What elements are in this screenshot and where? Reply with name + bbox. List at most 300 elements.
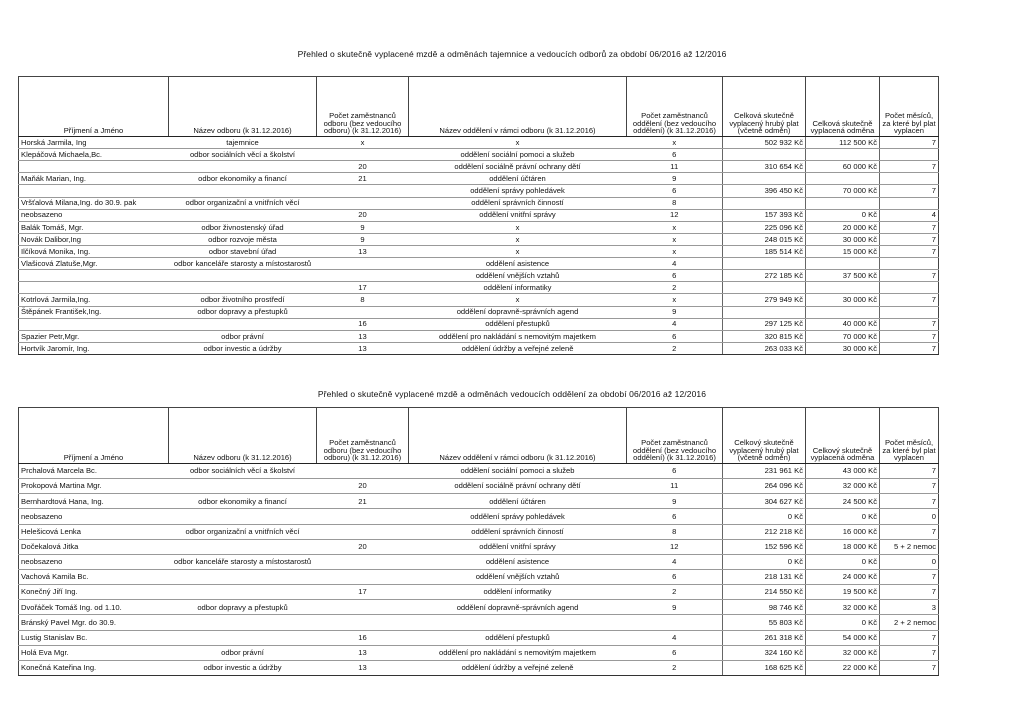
cell-months: 3 bbox=[880, 600, 939, 615]
table-row bbox=[19, 464, 939, 479]
cell-gross bbox=[723, 306, 806, 318]
cell-dept-count: 20 bbox=[317, 209, 409, 221]
table-row bbox=[19, 233, 939, 245]
header-dept-count: Počet zaměstnanců odboru (bez vedoucího odboru) (k 31.12.2016) bbox=[317, 408, 409, 464]
header-subdept: Název oddělení v rámci odboru (k 31.12.2016) bbox=[409, 77, 627, 137]
cell-months bbox=[880, 306, 939, 318]
cell-months: 7 bbox=[880, 245, 939, 257]
cell-subdept: oddělení asistence bbox=[409, 554, 627, 569]
table-row bbox=[19, 660, 939, 675]
cell-subdept-count: 6 bbox=[627, 149, 723, 161]
cell-dept bbox=[169, 509, 317, 524]
table-row bbox=[19, 294, 939, 306]
cell-subdept: oddělení informatiky bbox=[409, 585, 627, 600]
cell-subdept-count: 12 bbox=[627, 539, 723, 554]
cell-dept: odbor rozvoje města bbox=[169, 233, 317, 245]
cell-gross bbox=[723, 173, 806, 185]
table-row bbox=[19, 306, 939, 318]
cell-dept-count: 16 bbox=[317, 318, 409, 330]
cell-months: 7 bbox=[880, 185, 939, 197]
cell-dept: odbor právní bbox=[169, 645, 317, 660]
cell-dept bbox=[169, 569, 317, 584]
cell-dept bbox=[169, 270, 317, 282]
header-subdept-count: Počet zaměstnanců oddělení (bez vedoucího oddělení) (k 31.12.2016) bbox=[627, 77, 723, 137]
cell-name: Bránský Pavel Mgr. do 30.9. bbox=[19, 615, 169, 630]
table-row bbox=[19, 630, 939, 645]
cell-subdept-count: 6 bbox=[627, 270, 723, 282]
cell-subdept: oddělení údržby a veřejné zeleně bbox=[409, 342, 627, 354]
cell-bonus: 0 Kč bbox=[806, 209, 880, 221]
cell-months: 0 bbox=[880, 554, 939, 569]
table-row bbox=[19, 569, 939, 584]
cell-bonus: 37 500 Kč bbox=[806, 270, 880, 282]
cell-dept bbox=[169, 585, 317, 600]
cell-bonus: 24 000 Kč bbox=[806, 569, 880, 584]
header-name: Příjmení a Jméno bbox=[19, 77, 169, 137]
cell-gross: 212 218 Kč bbox=[723, 524, 806, 539]
table-row bbox=[19, 554, 939, 569]
cell-subdept: oddělení vnitřní správy bbox=[409, 209, 627, 221]
cell-dept bbox=[169, 539, 317, 554]
cell-subdept: oddělení přestupků bbox=[409, 318, 627, 330]
cell-gross: 304 627 Kč bbox=[723, 494, 806, 509]
cell-subdept-count: 8 bbox=[627, 524, 723, 539]
cell-dept: odbor ekonomiky a financí bbox=[169, 173, 317, 185]
cell-name: Ilčíková Monika, Ing. bbox=[19, 245, 169, 257]
cell-gross: 157 393 Kč bbox=[723, 209, 806, 221]
cell-subdept-count: 4 bbox=[627, 258, 723, 270]
cell-bonus bbox=[806, 173, 880, 185]
cell-bonus: 22 000 Kč bbox=[806, 660, 880, 675]
table-row bbox=[19, 197, 939, 209]
header-dept: Název odboru (k 31.12.2016) bbox=[169, 77, 317, 137]
cell-name: neobsazeno bbox=[19, 209, 169, 221]
cell-dept-count: 13 bbox=[317, 245, 409, 257]
cell-name bbox=[19, 270, 169, 282]
cell-months: 7 bbox=[880, 569, 939, 584]
cell-gross: 396 450 Kč bbox=[723, 185, 806, 197]
cell-dept-count: 17 bbox=[317, 585, 409, 600]
cell-dept bbox=[169, 318, 317, 330]
table-row bbox=[19, 645, 939, 660]
cell-dept bbox=[169, 282, 317, 294]
cell-subdept-count: 6 bbox=[627, 569, 723, 584]
cell-dept: odbor sociálních věcí a školství bbox=[169, 464, 317, 479]
cell-bonus: 54 000 Kč bbox=[806, 630, 880, 645]
cell-subdept-count: 2 bbox=[627, 585, 723, 600]
table-row bbox=[19, 524, 939, 539]
cell-dept-count bbox=[317, 185, 409, 197]
cell-months: 7 bbox=[880, 479, 939, 494]
cell-gross: 272 185 Kč bbox=[723, 270, 806, 282]
cell-gross: 261 318 Kč bbox=[723, 630, 806, 645]
cell-dept bbox=[169, 630, 317, 645]
cell-gross: 297 125 Kč bbox=[723, 318, 806, 330]
table-row bbox=[19, 282, 939, 294]
cell-name: Novák Dalibor,Ing bbox=[19, 233, 169, 245]
cell-gross: 55 803 Kč bbox=[723, 615, 806, 630]
cell-months: 5 + 2 nemoc bbox=[880, 539, 939, 554]
cell-dept-count: 16 bbox=[317, 630, 409, 645]
cell-dept: tajemnice bbox=[169, 137, 317, 149]
cell-subdept-count: 6 bbox=[627, 464, 723, 479]
cell-dept: odbor ekonomiky a financí bbox=[169, 494, 317, 509]
cell-dept bbox=[169, 209, 317, 221]
table-row bbox=[19, 479, 939, 494]
cell-subdept-count: 8 bbox=[627, 197, 723, 209]
table-dept-heads bbox=[18, 407, 939, 676]
cell-dept-count: 17 bbox=[317, 282, 409, 294]
cell-dept: odbor životního prostředí bbox=[169, 294, 317, 306]
cell-dept-count: 21 bbox=[317, 494, 409, 509]
cell-name bbox=[19, 282, 169, 294]
header-bonus: Celková skutečně vyplacená odměna bbox=[806, 77, 880, 137]
cell-subdept-count: 9 bbox=[627, 494, 723, 509]
cell-dept: odbor organizační a vnitřních věcí bbox=[169, 524, 317, 539]
cell-gross: 218 131 Kč bbox=[723, 569, 806, 584]
cell-bonus: 24 500 Kč bbox=[806, 494, 880, 509]
cell-months bbox=[880, 258, 939, 270]
cell-months: 7 bbox=[880, 330, 939, 342]
cell-subdept-count: x bbox=[627, 245, 723, 257]
cell-dept-count bbox=[317, 149, 409, 161]
table-row bbox=[19, 258, 939, 270]
cell-subdept: x bbox=[409, 245, 627, 257]
cell-subdept-count: 2 bbox=[627, 342, 723, 354]
cell-subdept: oddělení vnitřní správy bbox=[409, 539, 627, 554]
cell-bonus: 16 000 Kč bbox=[806, 524, 880, 539]
table-row bbox=[19, 318, 939, 330]
cell-months: 7 bbox=[880, 342, 939, 354]
cell-dept-count: 20 bbox=[317, 539, 409, 554]
cell-dept: odbor sociálních věcí a školství bbox=[169, 149, 317, 161]
cell-subdept: x bbox=[409, 294, 627, 306]
header-name: Příjmení a Jméno bbox=[19, 408, 169, 464]
cell-subdept-count: 11 bbox=[627, 161, 723, 173]
cell-subdept bbox=[409, 615, 627, 630]
cell-subdept: oddělení účtáren bbox=[409, 173, 627, 185]
cell-bonus: 32 000 Kč bbox=[806, 600, 880, 615]
cell-subdept: oddělení dopravně-správních agend bbox=[409, 600, 627, 615]
cell-months: 7 bbox=[880, 233, 939, 245]
cell-subdept-count: 6 bbox=[627, 185, 723, 197]
cell-name: Dvořáček Tomáš Ing. od 1.10. bbox=[19, 600, 169, 615]
cell-subdept-count: x bbox=[627, 233, 723, 245]
cell-dept-count: x bbox=[317, 137, 409, 149]
cell-subdept-count: 12 bbox=[627, 209, 723, 221]
cell-bonus bbox=[806, 306, 880, 318]
cell-dept: odbor investic a údržby bbox=[169, 660, 317, 675]
cell-bonus: 32 000 Kč bbox=[806, 645, 880, 660]
cell-gross bbox=[723, 149, 806, 161]
cell-subdept: oddělení správy pohledávek bbox=[409, 185, 627, 197]
cell-name: Bernhardtová Hana, Ing. bbox=[19, 494, 169, 509]
cell-name: Klepáčová Michaela,Bc. bbox=[19, 149, 169, 161]
header-subdept: Název oddělení v rámci odboru (k 31.12.2016) bbox=[409, 408, 627, 464]
cell-bonus: 70 000 Kč bbox=[806, 330, 880, 342]
cell-name bbox=[19, 318, 169, 330]
cell-dept-count: 9 bbox=[317, 233, 409, 245]
cell-gross: 263 033 Kč bbox=[723, 342, 806, 354]
cell-dept: odbor živnostenský úřad bbox=[169, 221, 317, 233]
cell-dept-count bbox=[317, 509, 409, 524]
cell-gross: 0 Kč bbox=[723, 554, 806, 569]
header-months: Počet měsíců, za které byl plat vyplacen bbox=[880, 77, 939, 137]
cell-gross: 320 815 Kč bbox=[723, 330, 806, 342]
cell-bonus: 0 Kč bbox=[806, 615, 880, 630]
table-row bbox=[19, 509, 939, 524]
table-managers bbox=[18, 76, 939, 355]
cell-subdept: oddělení sociálně právní ochrany dětí bbox=[409, 479, 627, 494]
cell-dept: odbor organizační a vnitřních věcí bbox=[169, 197, 317, 209]
cell-name: Balák Tomáš, Mgr. bbox=[19, 221, 169, 233]
cell-months: 7 bbox=[880, 494, 939, 509]
cell-subdept-count: 11 bbox=[627, 479, 723, 494]
header-gross: Celková skutečně vyplacený hrubý plat (včetně odměn) bbox=[723, 77, 806, 137]
table-row bbox=[19, 494, 939, 509]
cell-subdept-count: 4 bbox=[627, 554, 723, 569]
table-row bbox=[19, 539, 939, 554]
cell-months: 0 bbox=[880, 509, 939, 524]
cell-name: Štěpánek František,Ing. bbox=[19, 306, 169, 318]
header-gross: Celkový skutečně vyplacený hrubý plat (včetně odměn) bbox=[723, 408, 806, 464]
cell-bonus: 30 000 Kč bbox=[806, 294, 880, 306]
cell-months: 7 bbox=[880, 161, 939, 173]
cell-subdept-count: 9 bbox=[627, 173, 723, 185]
cell-months: 7 bbox=[880, 585, 939, 600]
cell-dept: odbor kanceláře starosty a místostarostů bbox=[169, 258, 317, 270]
cell-name: Vlašicová Zlatuše,Mgr. bbox=[19, 258, 169, 270]
cell-months bbox=[880, 173, 939, 185]
cell-subdept-count: x bbox=[627, 294, 723, 306]
cell-name: Horská Jarmila, Ing bbox=[19, 137, 169, 149]
cell-months: 7 bbox=[880, 464, 939, 479]
table-row bbox=[19, 342, 939, 354]
cell-name: Helešicová Lenka bbox=[19, 524, 169, 539]
cell-gross bbox=[723, 197, 806, 209]
cell-bonus: 0 Kč bbox=[806, 509, 880, 524]
cell-subdept: oddělení vnějších vztahů bbox=[409, 569, 627, 584]
cell-dept bbox=[169, 185, 317, 197]
cell-subdept-count: 6 bbox=[627, 330, 723, 342]
cell-bonus: 32 000 Kč bbox=[806, 479, 880, 494]
table1-title: Přehled o skutečně vyplacené mzdě a odměnách tajemnice a vedoucích odborů za období 06/2016 až 12/2016 bbox=[297, 49, 727, 59]
cell-dept-count: 13 bbox=[317, 645, 409, 660]
cell-subdept-count: x bbox=[627, 221, 723, 233]
cell-bonus bbox=[806, 149, 880, 161]
cell-dept bbox=[169, 615, 317, 630]
cell-dept: odbor investic a údržby bbox=[169, 342, 317, 354]
cell-bonus: 15 000 Kč bbox=[806, 245, 880, 257]
cell-subdept: oddělení asistence bbox=[409, 258, 627, 270]
cell-subdept: oddělení pro nakládání s nemovitým majetkem bbox=[409, 645, 627, 660]
cell-months: 7 bbox=[880, 318, 939, 330]
cell-dept-count: 13 bbox=[317, 330, 409, 342]
cell-subdept: oddělení správy pohledávek bbox=[409, 509, 627, 524]
cell-dept-count: 21 bbox=[317, 173, 409, 185]
cell-subdept: oddělení účtáren bbox=[409, 494, 627, 509]
cell-subdept-count: 6 bbox=[627, 645, 723, 660]
cell-dept-count: 20 bbox=[317, 161, 409, 173]
cell-name: Konečný Jiří Ing. bbox=[19, 585, 169, 600]
table-row bbox=[19, 585, 939, 600]
cell-months: 7 bbox=[880, 294, 939, 306]
cell-dept-count: 13 bbox=[317, 342, 409, 354]
cell-subdept: oddělení dopravně-správních agend bbox=[409, 306, 627, 318]
cell-months: 7 bbox=[880, 221, 939, 233]
cell-gross: 248 015 Kč bbox=[723, 233, 806, 245]
cell-name: Vachová Kamila Bc. bbox=[19, 569, 169, 584]
cell-name: Holá Eva Mgr. bbox=[19, 645, 169, 660]
table-row bbox=[19, 173, 939, 185]
cell-bonus: 70 000 Kč bbox=[806, 185, 880, 197]
cell-months: 7 bbox=[880, 137, 939, 149]
cell-months bbox=[880, 282, 939, 294]
header-months: Počet měsíců, za které byl plat vyplacen bbox=[880, 408, 939, 464]
cell-gross: 502 932 Kč bbox=[723, 137, 806, 149]
cell-months bbox=[880, 149, 939, 161]
cell-gross: 0 Kč bbox=[723, 509, 806, 524]
cell-dept-count bbox=[317, 600, 409, 615]
cell-bonus: 112 500 Kč bbox=[806, 137, 880, 149]
cell-name: Vršťalová Milana,Ing. do 30.9. pak bbox=[19, 197, 169, 209]
table-row bbox=[19, 221, 939, 233]
cell-subdept-count: 4 bbox=[627, 318, 723, 330]
cell-name: neobsazeno bbox=[19, 509, 169, 524]
cell-months: 2 + 2 nemoc bbox=[880, 615, 939, 630]
cell-subdept: oddělení informatiky bbox=[409, 282, 627, 294]
cell-dept-count bbox=[317, 270, 409, 282]
cell-dept-count: 9 bbox=[317, 221, 409, 233]
cell-gross: 98 746 Kč bbox=[723, 600, 806, 615]
cell-name: Kotrlová Jarmila,Ing. bbox=[19, 294, 169, 306]
table2-title: Přehled o skutečně vyplacené mzdě a odměnách vedoucích oddělení za období 06/2016 až 12/2016 bbox=[317, 389, 707, 399]
cell-dept-count bbox=[317, 464, 409, 479]
cell-bonus bbox=[806, 258, 880, 270]
header-bonus: Celkový skutečně vyplacená odměna bbox=[806, 408, 880, 464]
cell-bonus: 20 000 Kč bbox=[806, 221, 880, 233]
header-dept: Název odboru (k 31.12.2016) bbox=[169, 408, 317, 464]
cell-bonus: 18 000 Kč bbox=[806, 539, 880, 554]
cell-gross: 310 654 Kč bbox=[723, 161, 806, 173]
cell-bonus: 30 000 Kč bbox=[806, 342, 880, 354]
cell-dept-count bbox=[317, 306, 409, 318]
cell-bonus: 30 000 Kč bbox=[806, 233, 880, 245]
cell-subdept-count: 4 bbox=[627, 630, 723, 645]
cell-bonus: 60 000 Kč bbox=[806, 161, 880, 173]
cell-months: 7 bbox=[880, 270, 939, 282]
cell-dept-count bbox=[317, 197, 409, 209]
cell-dept: odbor stavební úřad bbox=[169, 245, 317, 257]
cell-subdept: oddělení vnějších vztahů bbox=[409, 270, 627, 282]
cell-gross: 152 596 Kč bbox=[723, 539, 806, 554]
cell-subdept-count: 2 bbox=[627, 282, 723, 294]
cell-subdept-count bbox=[627, 615, 723, 630]
cell-gross: 168 625 Kč bbox=[723, 660, 806, 675]
cell-dept bbox=[169, 161, 317, 173]
table-row bbox=[19, 209, 939, 221]
cell-name: neobsazeno bbox=[19, 554, 169, 569]
table-row bbox=[19, 185, 939, 197]
cell-subdept: x bbox=[409, 221, 627, 233]
cell-name: Lustig Stanislav Bc. bbox=[19, 630, 169, 645]
table-row bbox=[19, 137, 939, 149]
table-row bbox=[19, 270, 939, 282]
cell-name: Spazier Petr,Mgr. bbox=[19, 330, 169, 342]
cell-dept bbox=[169, 479, 317, 494]
cell-dept-count: 8 bbox=[317, 294, 409, 306]
cell-subdept: x bbox=[409, 137, 627, 149]
cell-subdept-count: x bbox=[627, 137, 723, 149]
cell-gross bbox=[723, 258, 806, 270]
cell-name: Prchalová Marcela Bc. bbox=[19, 464, 169, 479]
header-dept-count: Počet zaměstnanců odboru (bez vedoucího odboru) (k 31.12.2016) bbox=[317, 77, 409, 137]
header-subdept-count: Počet zaměstnanců oddělení (bez vedoucího oddělení) (k 31.12.2016) bbox=[627, 408, 723, 464]
cell-gross: 264 096 Kč bbox=[723, 479, 806, 494]
cell-subdept: oddělení sociálně právní ochrany dětí bbox=[409, 161, 627, 173]
cell-gross: 231 961 Kč bbox=[723, 464, 806, 479]
cell-dept-count: 13 bbox=[317, 660, 409, 675]
cell-bonus bbox=[806, 197, 880, 209]
cell-gross: 324 160 Kč bbox=[723, 645, 806, 660]
cell-name: Hortvík Jaromír, Ing. bbox=[19, 342, 169, 354]
cell-subdept: oddělení sociální pomoci a služeb bbox=[409, 149, 627, 161]
table-row bbox=[19, 245, 939, 257]
cell-dept: odbor kanceláře starosty a místostarostů bbox=[169, 554, 317, 569]
table-row bbox=[19, 149, 939, 161]
cell-months: 7 bbox=[880, 630, 939, 645]
cell-subdept: oddělení přestupků bbox=[409, 630, 627, 645]
cell-subdept: oddělení sociální pomoci a služeb bbox=[409, 464, 627, 479]
cell-months bbox=[880, 197, 939, 209]
cell-gross: 279 949 Kč bbox=[723, 294, 806, 306]
cell-gross: 185 514 Kč bbox=[723, 245, 806, 257]
cell-subdept-count: 2 bbox=[627, 660, 723, 675]
cell-bonus: 19 500 Kč bbox=[806, 585, 880, 600]
cell-dept-count bbox=[317, 615, 409, 630]
cell-months: 4 bbox=[880, 209, 939, 221]
cell-subdept: x bbox=[409, 233, 627, 245]
cell-dept: odbor dopravy a přestupků bbox=[169, 600, 317, 615]
table-row bbox=[19, 330, 939, 342]
cell-dept-count bbox=[317, 554, 409, 569]
cell-gross bbox=[723, 282, 806, 294]
cell-name: Dočekalová Jitka bbox=[19, 539, 169, 554]
cell-months: 7 bbox=[880, 524, 939, 539]
cell-months: 7 bbox=[880, 645, 939, 660]
cell-dept-count: 20 bbox=[317, 479, 409, 494]
cell-dept: odbor dopravy a přestupků bbox=[169, 306, 317, 318]
table-row bbox=[19, 161, 939, 173]
cell-bonus bbox=[806, 282, 880, 294]
cell-subdept-count: 9 bbox=[627, 600, 723, 615]
cell-subdept-count: 9 bbox=[627, 306, 723, 318]
cell-subdept: oddělení pro nakládání s nemovitým majetkem bbox=[409, 330, 627, 342]
cell-gross: 214 550 Kč bbox=[723, 585, 806, 600]
cell-dept-count bbox=[317, 258, 409, 270]
cell-subdept: oddělení správních činností bbox=[409, 197, 627, 209]
cell-subdept-count: 6 bbox=[627, 509, 723, 524]
cell-dept-count bbox=[317, 569, 409, 584]
cell-gross: 225 096 Kč bbox=[723, 221, 806, 233]
cell-dept-count bbox=[317, 524, 409, 539]
cell-bonus: 43 000 Kč bbox=[806, 464, 880, 479]
cell-subdept: oddělení údržby a veřejné zeleně bbox=[409, 660, 627, 675]
cell-name: Maňák Marian, Ing. bbox=[19, 173, 169, 185]
cell-bonus: 40 000 Kč bbox=[806, 318, 880, 330]
cell-name bbox=[19, 161, 169, 173]
cell-name bbox=[19, 185, 169, 197]
